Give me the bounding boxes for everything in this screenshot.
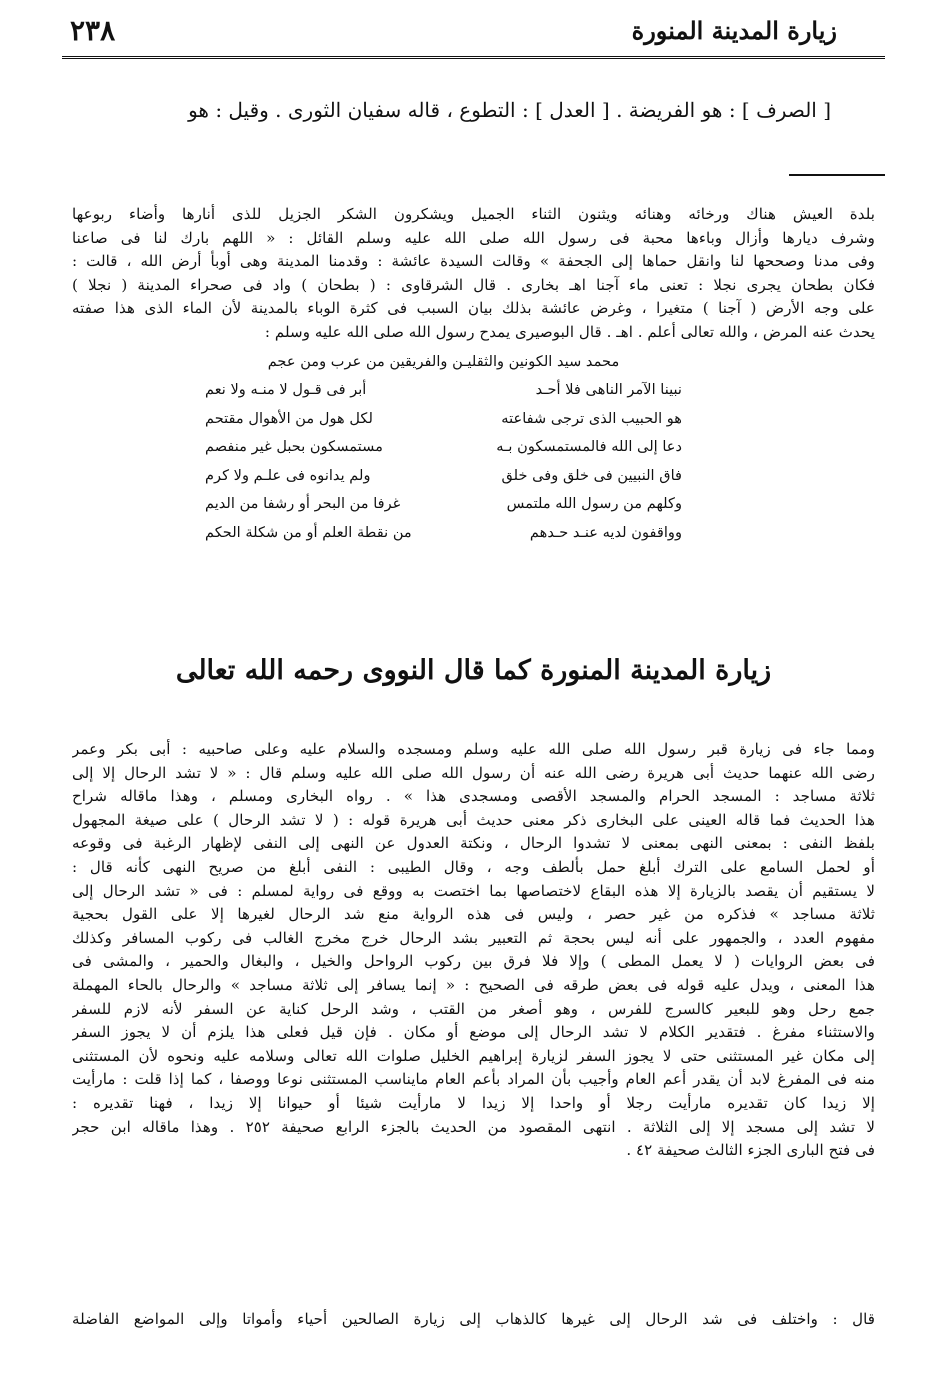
verse-second-hemistich: أبر فى قـول لا منـه ولا نعم (205, 381, 367, 398)
verse-first-hemistich: هو الحبيب الذى ترجى شفاعته (501, 409, 682, 427)
text-line: ثلاثة مساجد : المسجد الحرام والمسجد الأقصى ومسجدى هذا » . رواه البخارى ومسلم ، وهذا ماقاله شراح (72, 787, 875, 806)
page-header (70, 8, 837, 52)
body-paragraph (72, 738, 875, 1163)
verse-first-hemistich: فاق النبيين فى خلق وفى خلق (501, 466, 682, 484)
poem-verse (205, 519, 682, 548)
poem-verse (205, 376, 682, 405)
poem-block (205, 348, 682, 548)
text-line: لا تشد إلى مسجد إلا إلى الثلاثة . انتهى المقصود من الحديث بالجزء الرابع صحيفة ٢٥٢ . وهذا ماقاله ابن حجر (72, 1117, 875, 1136)
text-line: فى بعض الروايات ( لا يعمل المطى ) وإلا فلا فرق بين ركوب الرواحل والخيل ، والبغال والحمير ، والمشى فى (72, 952, 875, 971)
verse-second-hemistich: غرفا من البحر أو رشفا من الديم (205, 495, 401, 513)
text-line: يحدث عنه المرض ، والله تعالى أعلم . اهـ . قال البوصيرى يمدح رسول الله صلى الله عليه وسلم : (264, 322, 875, 341)
poem-verse (205, 462, 682, 491)
text-line: مفهوم العدد ، والجمهور على أنه ليس بحجة ثم التعبير بشد الرحال خرج مخرج الغالب فى ركوب المسافر وكذلك (72, 928, 875, 947)
text-line: فكان بطحان يجرى نجلا : تعنى ماء آجنا اهـ بخارى . قال الشرقاوى : ( بطحان ) واد فى صحراء المدينة ( نجلا ) (72, 275, 875, 294)
text-line: إلا زيدا كان تقديره مارأيت رجلا أو واحدا إلا زيدا لا مارأيت شيئا أو حيوانا إلا زيدا ، فهنا تقديره : (72, 1093, 875, 1112)
footnote-line: [ الصرف ] : هو الفريضة . [ العدل ] : التطوع ، قاله سفيان الثورى . وقيل : هو (188, 98, 831, 122)
text-line: ومما جاء فى زيارة قبر رسول الله صلى الله عليه وسلم ومسجده والسلام عليه وعلى صاحبيه : أبى بكر وعمر (72, 740, 875, 758)
text-line: إلى مكان غير المستثنى حتى لا يجوز السفر لزيارة إبراهيم الخليل صلوات الله تعالى وسلامه عليه ونحوه لأن المستثنى (72, 1046, 875, 1065)
running-title: زيارة المدينة المنورة (631, 15, 837, 45)
text-line: هذا الحديث فما قاله العينى على البخارى ذكر معنى حديث أبى هريرة قوله : ( لا تشد الرحال ) على صيغة المجهول (72, 810, 875, 829)
section-heading: زيارة المدينة المنورة كما قال النووى رحمه الله تعالى (175, 655, 772, 686)
closing-paragraph (72, 1308, 875, 1332)
verse-second-hemistich: ولم يدانوه فى علـم ولا كرم (205, 466, 371, 484)
text-line: وشرف ديارها وأزال وباءها محبة فى رسول الله صلى الله عليه وسلم القائل : « اللهم بارك لنا فى صاعنا (72, 228, 875, 247)
footnote-divider (789, 174, 885, 176)
text-line: أو لحمل السامع على الترك أبلغ حمل بألطف وجه ، وقال الطيبى : النفى أبلغ من صريح النهى كأنه قال : (72, 857, 875, 876)
poem-verse (205, 405, 682, 434)
page-number: ٢٣٨ (70, 13, 116, 47)
verse-second-hemistich: مستمسكون بحبل غير منفصم (205, 438, 383, 456)
text-line: وفى مدنا وصححها لنا وانقل حماها إلى الجحفة » وقالت السيدة عائشة : وقدمنا المدينة وهى أوبأ أرض الله ، قالت : (72, 252, 875, 271)
verse-second-hemistich: لكل هول من الأهوال مقتحم (205, 409, 373, 427)
verse-first-hemistich: وواقفون لديه عنـد حـدهم (529, 523, 682, 541)
poem-verse (205, 490, 682, 519)
poem-opening-verse: محمد سيد الكونين والثقليـن والفريقين من عرب ومن عجم (267, 353, 620, 370)
verse-first-hemistich: وكلهم من رسول الله ملتمس (506, 495, 682, 513)
text-line: بلفظ النفى : بمعنى النهى بمعنى لا تشدوا الرحال ، ونكتة العدول عن النهى إلى النفى لإظهار الرغبة فى وقوعه (72, 834, 875, 853)
header-divider (62, 56, 885, 59)
text-line: رضى الله عنهما حديث أبى هريرة رضى الله عنه أن رسول الله صلى الله عليه وسلم قال : « لا تشد الرحال إلا إلى (72, 763, 875, 782)
verse-second-hemistich: من نقطة العلم أو من شكلة الحكم (205, 523, 412, 541)
verse-first-hemistich: دعا إلى الله فالمستمسكون بـه (496, 438, 682, 456)
text-line: منه فى المفرغ لابد أن يقدر أعم العام وأجيب بأن المراد بأعم العام مايناسب المستثنى نوعا ووصفا ، كما إذا قلت : مارأيت (72, 1070, 875, 1089)
text-line: قال : واختلف فى شد الرحال إلى غيرها كالذهاب إلى زيارة الصالحين أحياء وأمواتا وإلى المواضع الفاضلة (72, 1310, 875, 1328)
verse-first-hemistich: نبينا الآمر الناهى فلا أحـد (535, 381, 682, 398)
intro-paragraph (72, 203, 875, 345)
text-line: جمع رحل وهو للبعير كالسرج للفرس ، وهو أصغر من القتب ، وشد الرحل كناية عن السفر لأنه لازم للسفر (72, 999, 875, 1018)
text-line: على وجه الأرض ( آجنا ) متغيرا ، وغرض عائشة بذلك بيان السبب فى كثرة الوباء بالمدينة لأن الماء الذى هذا صفته (72, 299, 875, 318)
poem-verse (205, 433, 682, 462)
text-line: بلدة العيش هناك ورخائه وهنائه ويثنون الثناء الجميل ويشكرون الشكر الجزيل للذى أنارها وأضاء ربوعها (72, 205, 875, 223)
text-line: ثلاثة مساجد » فذكره من غير حصر ، وليس فى هذه الرواية منع شد الرحال لغيرها إلا على القول بحجية (72, 905, 875, 924)
text-line: والاستثناء مفرغ . فتقدير الكلام لا تشد الرحال إلى موضع أو مكان . فإن قيل فعلى هذا يلزم أن لا يجوز السفر (72, 1023, 875, 1042)
text-line: لا يستقيم أن يقصد بالزيارة إلا هذه البقاع لاختصاصها بما اختصت به ووقع فى رواية لمسلم : فى « تشد الرحال إلى (72, 881, 875, 900)
text-line: هذا المعنى ، ويدل عليه قوله فى بعض طرقه فى الصحيح : « إنما يسافر إلى ثلاثة مساجد » والرحال بالحاء المهملة (72, 975, 875, 994)
text-line: فى فتح البارى الجزء الثالث صحيفة ٤٢ . (626, 1141, 875, 1160)
